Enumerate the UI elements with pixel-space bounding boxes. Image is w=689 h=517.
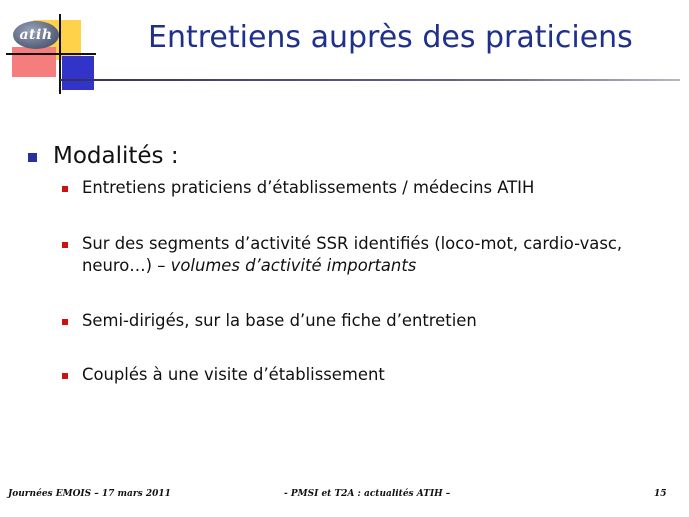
red-bullet-icon	[62, 186, 68, 192]
logo-oval	[13, 21, 59, 49]
section-heading: Modalités :	[53, 143, 179, 169]
logo-text: atih	[19, 27, 53, 43]
list-item-text: Couplés à une visite d’établissement	[82, 365, 385, 384]
list-item	[62, 177, 672, 199]
logo-blue-square	[62, 56, 94, 90]
square-bullet-icon	[28, 153, 37, 162]
red-bullet-icon	[62, 373, 68, 379]
slide-title: Entretiens auprès des praticiens	[148, 20, 633, 55]
logo-red-square	[12, 47, 56, 77]
list-item-text: Semi-dirigés, sur la base d’une fiche d’entretien	[82, 311, 477, 330]
list-item	[62, 364, 672, 386]
list-item-text: Entretiens praticiens d’établissements / médecins ATIH	[82, 178, 535, 197]
logo-horizontal-line	[6, 53, 96, 55]
page-number: 15	[654, 489, 667, 499]
atih-logo	[0, 0, 110, 100]
list-item	[62, 233, 672, 277]
red-bullet-icon	[62, 319, 68, 325]
list-item-text-wrap	[82, 233, 672, 277]
list-item-text: Sur des segments d’activité SSR identifiés (loco-mot, cardio-vasc, neuro…) –	[82, 234, 623, 275]
footer-event: Journées EMOIS – 17 mars 2011	[8, 489, 171, 499]
title-underline	[60, 79, 680, 81]
heading-bullet-row	[28, 143, 179, 169]
list-item	[62, 310, 672, 332]
red-bullet-icon	[62, 242, 68, 248]
list-item-emphasis: volumes d’activité importants	[170, 256, 417, 275]
footer-topic: - PMSI et T2A : actualités ATIH –	[284, 489, 451, 499]
